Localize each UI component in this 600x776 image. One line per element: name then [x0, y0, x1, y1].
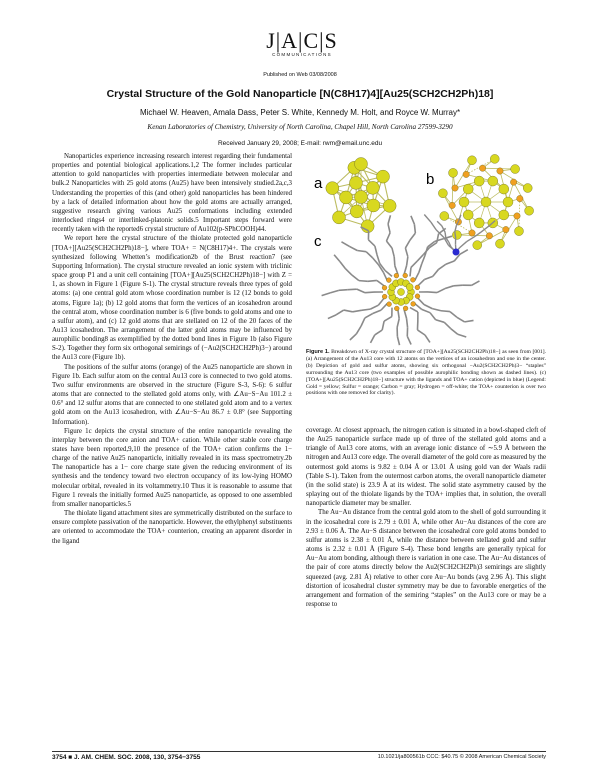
bond-line — [457, 317, 465, 322]
gold-atom — [366, 181, 379, 194]
gold-atom — [499, 210, 509, 220]
bond-line — [381, 304, 387, 311]
bond-line — [455, 232, 456, 238]
gold-atom — [340, 191, 353, 204]
bond-line — [392, 248, 394, 257]
gold-atom — [463, 184, 473, 194]
bond-line — [339, 290, 348, 291]
footer-rule — [52, 751, 546, 752]
paper-affiliation: Kenan Laboratories of Chemistry, University of North Carolina, Chapel Hill, North Carolina 27599-3290 — [147, 123, 453, 131]
gold-atom — [488, 176, 498, 186]
sulfur-atom — [510, 179, 516, 185]
gold-atom-stellated — [449, 168, 458, 177]
gold-atom — [367, 199, 380, 212]
bond-line — [407, 257, 408, 266]
bond-line — [432, 309, 441, 311]
bond-line — [330, 290, 339, 293]
bond-line — [375, 246, 377, 255]
bond-line — [382, 321, 384, 330]
published-date: Published on Web 03/08/2008 — [263, 72, 337, 78]
bond-line — [397, 319, 399, 328]
gold-atom — [463, 210, 473, 220]
sulfur-atom — [382, 294, 387, 299]
figure-caption — [306, 349, 546, 397]
bond-line — [377, 280, 384, 285]
sulfur-atom — [415, 294, 420, 299]
bond-line — [361, 318, 365, 326]
footer-page-journal — [52, 754, 292, 762]
bond-line — [356, 326, 361, 334]
bond-line — [368, 280, 377, 281]
bond-line — [350, 334, 357, 340]
bond-line — [370, 335, 374, 343]
journal-logo-text: J|A|C|S — [266, 28, 338, 53]
bond-line — [357, 251, 366, 252]
bond-line — [465, 320, 474, 321]
bond-line — [352, 275, 359, 281]
panel-label-a: a — [314, 175, 323, 192]
gold-atom — [332, 211, 345, 224]
sulfur-atom — [463, 171, 469, 177]
bond-line — [388, 215, 390, 224]
sulfur-atom — [452, 185, 458, 191]
sulfur-atom — [449, 202, 455, 208]
sulfur-atom — [387, 302, 392, 307]
gold-atom-stellated — [452, 230, 461, 239]
gold-atom — [474, 176, 484, 186]
bond-line — [418, 280, 424, 286]
body-column-left — [52, 152, 292, 750]
bond-line — [454, 285, 463, 286]
bond-line — [365, 292, 374, 293]
sulfur-atom — [497, 168, 503, 174]
body-column-right — [306, 426, 546, 750]
bond-line — [353, 310, 362, 312]
gold-atom-stellated — [511, 165, 520, 174]
bond-line — [460, 250, 468, 254]
caption-text: Breakdown of X-ray crystal structure of [TOA+][Au25(SCH2CH2Ph)18−] as seen from [001]. (a) Arrangement of the Au13 core with 12 atoms on the vertices of an icosahedron and one in the center. (b) Depiction of gold and sulfur atoms, showing six orthogonal −Au2(SCH2CH2Ph)3− “staples” surrounding the Au13 core (two examples of possible aurophilic bonding shown as dashed lines). (c) [TOA+][Au25(SCH2CH2Ph)18−] structure with the ligands and TOA+ cation (depicted in blue) (Legend: Gold = yellow; Sulfur = orange; Carbon = gray; Hydrogen = off-white; the TOA+ counterion is over two positions with one removed for clarity). — [306, 349, 546, 397]
gold-atom-stellated — [525, 206, 534, 215]
bond-line — [366, 252, 373, 258]
sulfur-atom — [514, 213, 520, 219]
sulfur-atom — [411, 301, 416, 306]
bond-line — [359, 281, 368, 282]
gold-atom — [383, 199, 396, 212]
bond-line — [386, 233, 390, 241]
gold-atom-central — [355, 191, 368, 204]
bond-line — [415, 304, 422, 310]
paragraph: coverage. At closest approach, the nitrogen cation is situated in a bowl-shaped cleft of the Au25 nanoparticle surface made up of three of the stellated gold atoms and a triangle of Au13 core atoms, with an average ionic distance of ∼5.9 Å between the nitrogen and Au13 core edge. The overall diameter of the gold core as measured by the outermost gold atoms is 9.82 ± 0.04 Å or 13.01 Å using gold van der Waals radii (Table S-1). Taken from the outermost carbon atoms, the overall nanoparticle diameter (in the solid state) is 23.9 Å at its widest. The solid state asymmetry caused by the splaying out of the thiolate ligands by the TOA+ implies that, in solution, the overall nanoparticle diameter may be smaller. — [306, 427, 546, 508]
bond-line — [414, 224, 415, 233]
bond-line — [405, 248, 407, 257]
gold-atom-stellated — [468, 156, 477, 165]
bond-line — [433, 269, 439, 276]
nitrogen-atom — [453, 249, 460, 256]
bond-line — [404, 310, 406, 319]
sulfur-atom — [386, 278, 391, 283]
sulfur-atom — [503, 226, 509, 232]
gold-atom-stellated — [514, 227, 523, 236]
bond-line — [345, 269, 351, 275]
footer-page-journal-text: 3754 ■ J. AM. CHEM. SOC. 2008, 130, 3754−3755 — [52, 754, 201, 761]
bond-line — [368, 240, 374, 246]
bond-line — [388, 224, 390, 233]
paragraph: Nanoparticles experience increasing research interest regarding their fundamental properties and potential biological applications.1,2 The former includes particular attention to gold nanoparticles with properties intermediate between molecular and bulk.2 Nanoparticles with 25 gold atoms (Au25) have been intensively studied.2a,c,3 Understanding the properties of this (and other) gold nanoparticles has been hindered by a lack of detailed information about how the gold atoms are actually arranged, suggestive research giving various Au25 conformations including extended interlocked rings4 or interlinked-platonic solids.5 Important steps forward were recently taken with the reported6 crystal structure of Au102(p-SPhCOOH)44. — [52, 153, 292, 234]
bond-line — [340, 262, 346, 269]
bond-line — [410, 308, 418, 312]
bond-line — [415, 272, 419, 280]
journal-logo-subtitle: COMMUNICATIONS — [272, 52, 332, 57]
paragraph: The Au−Au distance from the central gold atom to the shell of gold surrounding it in the icosahedral core is 2.79 ± 0.01 Å, while other Au−Au distances of the core are 2.93 ± 0.06 Å. The Au−S distance between the icosahedral core gold atoms bonded to sulfur atoms is 2.38 ± 0.01 Å, while the distance between stellated gold and sulfur atoms is 2.32 ± 0.01 Å (Figure S-4). These bond lengths are generally typical for Au−Au atom bonding, although there is variation in one case. The Au−Au distances of the pair of core atoms directly below the Au2(SCH2CH2Ph)3 semirings are slightly squeezed (avg. 2.81 Å) relative to other core Au−Au bonds (avg 2.96 Å). This slight distortion of icosahedral cluster symmetry may be due to favorable energetics of the arrangement and formation of the semiring “staples” on the Au13 core or may be a response to — [306, 509, 546, 608]
gold-atom-stellated — [438, 189, 447, 198]
bond-line — [407, 318, 408, 327]
bond-line — [424, 276, 432, 279]
panel-label-b: b — [426, 171, 435, 188]
bond-line — [424, 305, 432, 309]
gold-atom — [349, 176, 362, 189]
bond-line — [446, 261, 454, 264]
bond-line — [430, 313, 436, 320]
bond-line — [397, 336, 399, 345]
bond-line — [436, 320, 445, 323]
bond-line — [398, 310, 399, 319]
sulfur-atom — [394, 273, 399, 278]
bond-line — [357, 289, 365, 293]
bond-line — [365, 314, 373, 318]
bond-line — [450, 312, 457, 318]
caption-label: Figure 1. — [306, 349, 330, 355]
sulfur-atom — [394, 306, 399, 311]
gold-atom — [503, 197, 513, 207]
bond-line — [349, 246, 357, 250]
sulfur-atom — [403, 273, 408, 278]
paper-authors: Michael W. Heaven, Amala Dass, Peter S. White, Kennedy M. Holt, and Royce W. Murray* — [139, 108, 461, 117]
bond-line — [395, 266, 398, 274]
bond-line — [377, 255, 380, 264]
bond-line — [431, 222, 436, 230]
bond-line — [410, 267, 411, 276]
gold-atom — [499, 184, 509, 194]
gold-atom-central — [398, 289, 405, 296]
panel-a-au13-core — [326, 158, 396, 233]
sulfur-atom — [486, 233, 492, 239]
bond-line — [438, 264, 445, 269]
bond-line — [334, 255, 340, 262]
bond-line — [419, 264, 422, 273]
gold-atom-stellated — [523, 184, 532, 193]
crystal-structure-figure — [306, 152, 546, 348]
received-line: Received January 29, 2008; E-mail: rwm@email.unc.edu — [217, 140, 383, 147]
bond-line — [407, 336, 411, 344]
panel-label-c: c — [314, 233, 322, 250]
gold-atom-stellated — [473, 241, 482, 250]
bond-line — [437, 221, 442, 225]
bond-line — [411, 216, 414, 224]
bond-line — [370, 305, 378, 309]
figure-1 — [306, 152, 546, 348]
bond-line — [361, 309, 370, 310]
sulfur-atom — [382, 285, 387, 290]
bond-line — [445, 232, 446, 237]
bond-line — [444, 322, 450, 328]
paragraph: The positions of the sulfur atoms (orange) of the Au25 nanoparticle are shown in Figure 1b. Each sulfur atom on the central Au13 core is connected to two gold atoms. Two sulfur environments are observed in the structure (Figure S-3, S-6): 6 sulfur atoms that are connected to the stellated gold atoms only, with ∠Au−S−Au 101.2 ± 0.6° and 12 sulfur atoms that are connected to one stellated gold atom and to a vertex gold atom on the Au13 icosahedron, with ∠Au−S−Au 86.7 ± 0.8° (see Supporting Information). — [52, 363, 292, 426]
bond-line — [425, 335, 430, 342]
gold-atom-stellated — [440, 211, 449, 220]
bond-line — [441, 311, 450, 312]
bond-line — [386, 241, 392, 248]
paragraph: Figure 1c depicts the crystal structure of the entire nanoparticle revealing the interplay between the core anion and TOA+ cation. While other stable core charge states have been reported,9,10 the presence of the TOA+ cation confirms the 1− charge of the native Au25 nanoparticle, initially revealed in its mass spectrometry.2b The nanoparticle has a 1− core charge state given the reducing environment of its synthesis and the tendency toward two electron occupancy of its low-lying HOMO molecular orbital, revealed in its voltammetry.10 Thus it is reasonable to assume that Figure 1 reveals the initially formed Au25 nanoparticle, as opposed to one assembled from smaller nanoparticles.5 — [52, 427, 292, 508]
bond-line — [435, 239, 444, 242]
bond-line — [458, 334, 467, 337]
gold-atom — [459, 197, 469, 207]
bond-line — [394, 257, 395, 266]
gold-atom-stellated — [490, 154, 499, 163]
gold-atom — [350, 205, 363, 218]
gold-atom — [406, 284, 413, 291]
bond-line — [328, 315, 336, 319]
sulfur-atom — [410, 277, 415, 282]
bond-line — [384, 317, 392, 322]
bond-line — [472, 281, 480, 285]
bond-line — [405, 240, 410, 248]
sulfur-atom — [517, 195, 523, 201]
bond-line — [322, 293, 331, 296]
footer-doi: 10.1021/ja800561b CCC: $40.75 © 2008 American Chemical Society — [377, 754, 546, 760]
bond-line — [344, 310, 353, 312]
bond-line — [373, 310, 381, 313]
bond-line — [451, 329, 458, 335]
paragraph: We report here the crystal structure of the thiolate protected gold nanoparticle [TOA+][Au25(SCH2CH2Ph)18−], where TOA+ = N(C8H17)4+. The crystals were synthesized following Whetten’s modification2b of the Brust reaction7 (see Supporting Information). The crystal structure revealed an ionic system with triclinic space group P1 and a unit cell containing [TOA+][Au25(SCH2CH2Ph)18−] with Z = 1, as shown in Figure 1 (Figure S-1). The crystal structure reveals three types of gold atoms: (a) one central gold atom whose coordination number is 12 (12 bonds to gold atoms, Figure 1a); (b) 12 gold atoms that form the vertices of an icosahedron around the central atom, whose coordination number is 6 (five bonds to gold atoms and one to a sulfur atom), and (c) 12 gold atoms that are stellated on 12 of the 20 faces of the Au13 icosahedron. The arrangement of the latter gold atoms may be influenced by aurophilic bonding8 as exemplified by the dotted bond lines in Figure 1b (also Figure S-2). Together they form six orthogonal semirings of (−Au2(SCH2CH2Ph)3−) around the Au13 core (Figure 1b). — [52, 235, 292, 362]
sulfur-atom — [403, 306, 408, 311]
bond-line — [348, 289, 357, 290]
bond-line — [428, 292, 437, 293]
bond-line — [411, 261, 417, 267]
gold-atom — [474, 218, 484, 228]
gold-atom-stellated — [495, 239, 504, 248]
gold-atom — [355, 158, 368, 171]
bond-line — [410, 233, 415, 240]
bond-line — [341, 242, 349, 247]
bond-line — [418, 298, 424, 304]
gold-atom — [326, 182, 339, 195]
sulfur-atom — [469, 230, 475, 236]
sulfur-atom — [479, 165, 485, 171]
bond-line — [467, 236, 475, 241]
bond-line — [375, 330, 382, 335]
bond-line — [385, 271, 392, 277]
panel-b-gold-sulfur-staples — [438, 154, 533, 249]
gold-atom-central — [481, 197, 491, 207]
bond-line — [336, 310, 344, 315]
bond-line — [424, 215, 431, 223]
bond-line — [460, 242, 467, 248]
bond-line — [437, 289, 445, 293]
sulfur-atom — [415, 285, 420, 290]
bond-line — [422, 309, 430, 312]
bond-line — [378, 298, 384, 305]
paragraph: The thiolate ligand attachment sites are symmetrically distributed on the surface to ensure complete passivation of the nanoparticle. However, the ethylphenyl substituents are oriented to accommodate the TOA+ counterion, creating an apparent disorder in the ligand — [52, 510, 292, 545]
bond-line — [445, 286, 454, 289]
gold-atom — [377, 170, 390, 183]
paper-title: Crystal Structure of the Gold Nanoparticle [N(C8H17)4][Au25(SCH2CH2Ph)18] — [106, 88, 494, 100]
journal-logo — [262, 30, 342, 58]
bond-line — [417, 330, 424, 335]
